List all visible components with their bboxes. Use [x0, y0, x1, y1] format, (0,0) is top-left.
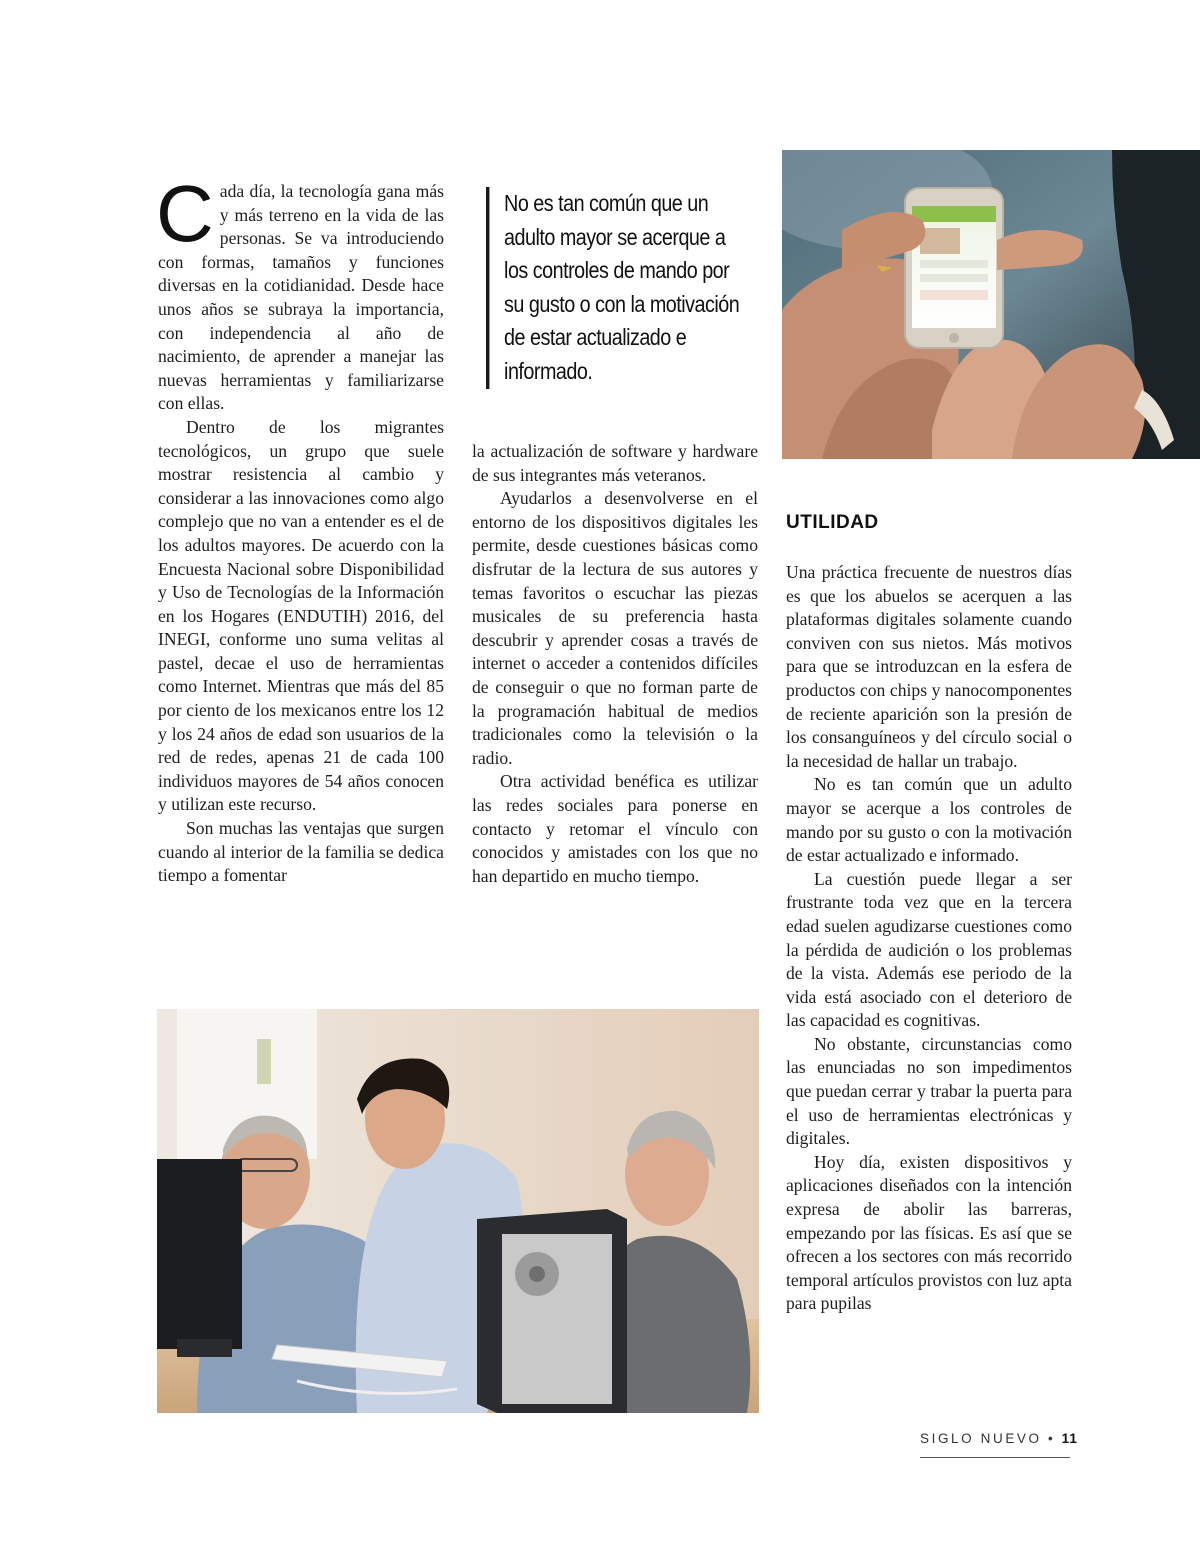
drop-cap: C	[156, 169, 214, 258]
paragraph: No obstante, circunstancias como las enunciadas no son impedimentos que puedan cerrar y trabar la puerta para el uso de herramientas electrónicas y digitales.	[786, 1033, 1072, 1149]
paragraph	[156, 169, 444, 416]
paragraph: Otra actividad benéfica es utilizar las redes sociales para ponerse en contacto y retomar el vínculo con conocidos y amistades con los que no han departido en mucho tiempo.	[472, 771, 758, 886]
paragraph: Una práctica frecuente de nuestros días es que los abuelos se acerquen a las plataformas digitales solamente cuando conviven con sus nietos. Más motivos para que se introduzcan en la esfera de productos con chips y nanocomponentes de reciente aparición son la presión de los consanguíneos y del círculo social o la necesidad de hallar un trabajo.	[786, 562, 1072, 771]
paragraph: La cuestión puede llegar a ser frustrante toda vez que en la tercera edad suelen agudizarse cuestiones como la pérdida de audición o los problemas de la vista. Además ese periodo de la vida está asociado con el deterioro de las capacidad es cognitivas.	[786, 868, 1072, 1031]
article-column-3	[786, 561, 1072, 1316]
paragraph: la actualización de software y hardware de sus integrantes más veteranos.	[472, 441, 758, 485]
paragraph: Dentro de los migrantes tecnológicos, un grupo que suele mostrar resistencia al cambio y considerar a las innovaciones como algo complejo que no van a entender es el de los adultos mayores. De acuerdo con la Encuesta Nacional sobre Disponibilidad y Uso de Tecnologías de la Información en los Hogares (ENDUTIH) 2016, del INEGI, conforme uno suma velitas al pastel, decae el uso de herramientas como Internet. Mientras que más del 85 por ciento de los mexicanos entre los 12 y los 24 años de edad son usuarios de la red de redes, apenas 21 de cada 100 individuos mayores de 54 años conocen y utilizan este recurso.	[158, 416, 444, 815]
article-column-2	[472, 440, 758, 888]
family-computer-illustration	[157, 1009, 759, 1413]
section-heading: UTILIDAD	[786, 512, 879, 533]
article-column-1	[156, 169, 444, 888]
magazine-name: SIGLO NUEVO	[920, 1431, 1042, 1446]
paragraph: No es tan común que un adulto mayor se acerque a los controles de mando por su gusto o con la motivación de estar actualizado e informado.	[786, 774, 1072, 866]
smartphone-hands-illustration	[782, 150, 1200, 459]
smartphone-hands-photo	[782, 150, 1200, 459]
paragraph: Son muchas las ventajas que surgen cuando al interior de la familia se dedica tiempo a fomentar	[158, 818, 444, 886]
paragraph: Ayudarlos a desenvolverse en el entorno de los dispositivos digitales les permite, desde cuestiones básicas como disfrutar de la lectura de sus autores y temas favoritos o escuchar las piezas musicales de su preferencia hasta descubrir y aprender cosas a través de internet o acceder a contenidos difíciles de conseguir o que no forman parte de la programación habitual de medios tradicionales como la televisión o la radio.	[472, 488, 758, 768]
footer-separator: •	[1041, 1431, 1062, 1446]
page-footer	[920, 1431, 1078, 1458]
paragraph: Hoy día, existen dispositivos y aplicaciones diseñados con la intención expresa de abolir las barreras, empezando por las físicas. Es así que se ofrecen a los sectores con más recorrido temporal artículos provistos con luz apta para pupilas	[786, 1151, 1072, 1314]
family-computer-photo	[157, 1009, 759, 1413]
pull-quote: No es tan común que un adulto mayor se acerque a los controles de mando por su gusto o con la motivación de estar actualizado e informado.	[486, 187, 753, 389]
paragraph-text: ada día, la tecnología gana más y más terreno en la vida de las personas. Se va introduciendo con formas, tamaños y funciones diversas en la cotidianidad. Desde hace unos años se subraya la importancia, con independencia al año de nacimiento, de aprender a manejar las nuevas herramientas y familiarizarse con ellas.	[158, 181, 444, 414]
page-number: 11	[1061, 1431, 1078, 1446]
